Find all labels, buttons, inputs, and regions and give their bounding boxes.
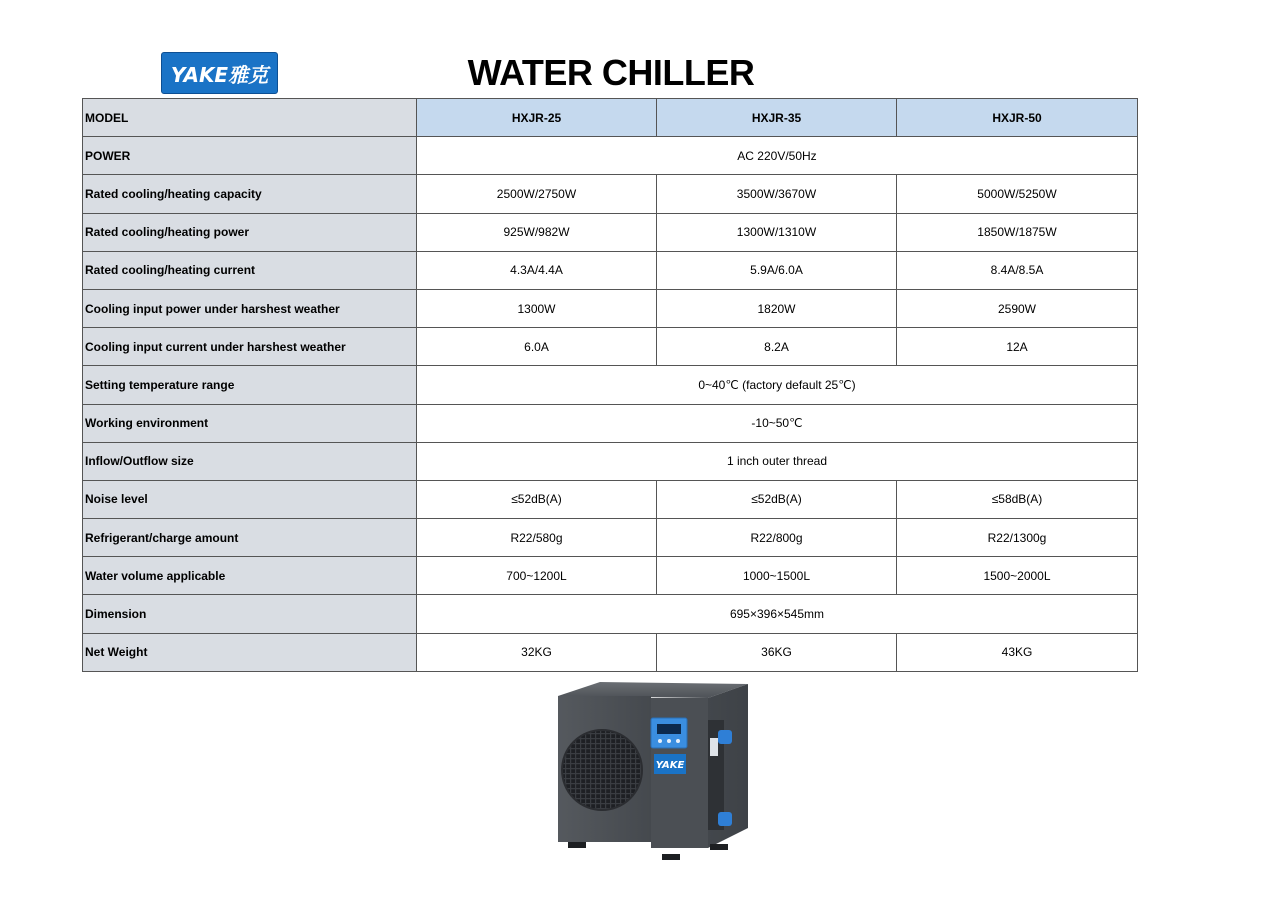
cell-value: 8.2A <box>657 328 897 366</box>
cell-value: 8.4A/8.5A <box>897 251 1138 289</box>
row-label: Cooling input current under harshest weather <box>83 328 417 366</box>
page-title: WATER CHILLER <box>467 52 755 93</box>
row-label: Rated cooling/heating capacity <box>83 175 417 213</box>
row-label: Inflow/Outflow size <box>83 442 417 480</box>
table-row <box>83 404 1138 442</box>
cell-value: 1000~1500L <box>657 557 897 595</box>
cell-value: 5000W/5250W <box>897 175 1138 213</box>
cell-value: R22/800g <box>657 519 897 557</box>
cell-value: 1500~2000L <box>897 557 1138 595</box>
header-label: MODEL <box>83 99 417 137</box>
cell-value: ≤52dB(A) <box>657 480 897 518</box>
cell-value: ≤58dB(A) <box>897 480 1138 518</box>
row-label: Net Weight <box>83 633 417 671</box>
row-label: POWER <box>83 137 417 175</box>
cell-value: 1300W/1310W <box>657 213 897 251</box>
row-label: Rated cooling/heating power <box>83 213 417 251</box>
table-row <box>83 480 1138 518</box>
cell-value: ≤52dB(A) <box>417 480 657 518</box>
table-row <box>83 519 1138 557</box>
row-label: Noise level <box>83 480 417 518</box>
merged-value: AC 220V/50Hz <box>417 137 1138 175</box>
cell-value: 4.3A/4.4A <box>417 251 657 289</box>
logo-text: YAKE雅克 <box>170 62 269 87</box>
row-label: Water volume applicable <box>83 557 417 595</box>
cell-value: 700~1200L <box>417 557 657 595</box>
model-header: HXJR-50 <box>897 99 1138 137</box>
table-row <box>83 289 1138 327</box>
table-row <box>83 595 1138 633</box>
model-header: HXJR-25 <box>417 99 657 137</box>
cell-value: 1820W <box>657 289 897 327</box>
row-label: Rated cooling/heating current <box>83 251 417 289</box>
table-header-row <box>83 99 1138 137</box>
chiller-unit-image <box>550 678 750 872</box>
cell-value: 2590W <box>897 289 1138 327</box>
cell-value: R22/1300g <box>897 519 1138 557</box>
row-label: Refrigerant/charge amount <box>83 519 417 557</box>
table-row <box>83 175 1138 213</box>
svg-text:YAKE: YAKE <box>655 760 685 771</box>
cell-value: 6.0A <box>417 328 657 366</box>
table-row <box>83 557 1138 595</box>
cell-value: 36KG <box>657 633 897 671</box>
cell-value: R22/580g <box>417 519 657 557</box>
merged-value: 695×396×545mm <box>417 595 1138 633</box>
table-row <box>83 213 1138 251</box>
spec-table <box>82 98 1138 672</box>
cell-value: 3500W/3670W <box>657 175 897 213</box>
cell-value: 2500W/2750W <box>417 175 657 213</box>
cell-value: 925W/982W <box>417 213 657 251</box>
table-row <box>83 633 1138 671</box>
cell-value: 1850W/1875W <box>897 213 1138 251</box>
row-label: Cooling input power under harshest weather <box>83 289 417 327</box>
merged-value: 1 inch outer thread <box>417 442 1138 480</box>
row-label: Dimension <box>83 595 417 633</box>
merged-value: -10~50℃ <box>417 404 1138 442</box>
table-row <box>83 328 1138 366</box>
table-row <box>83 251 1138 289</box>
model-header: HXJR-35 <box>657 99 897 137</box>
cell-value: 43KG <box>897 633 1138 671</box>
merged-value: 0~40℃ (factory default 25℃) <box>417 366 1138 404</box>
cell-value: 12A <box>897 328 1138 366</box>
cell-value: 5.9A/6.0A <box>657 251 897 289</box>
cell-value: 1300W <box>417 289 657 327</box>
row-label: Working environment <box>83 404 417 442</box>
table-row <box>83 137 1138 175</box>
table-row <box>83 366 1138 404</box>
cell-value: 32KG <box>417 633 657 671</box>
row-label: Setting temperature range <box>83 366 417 404</box>
table-row <box>83 442 1138 480</box>
